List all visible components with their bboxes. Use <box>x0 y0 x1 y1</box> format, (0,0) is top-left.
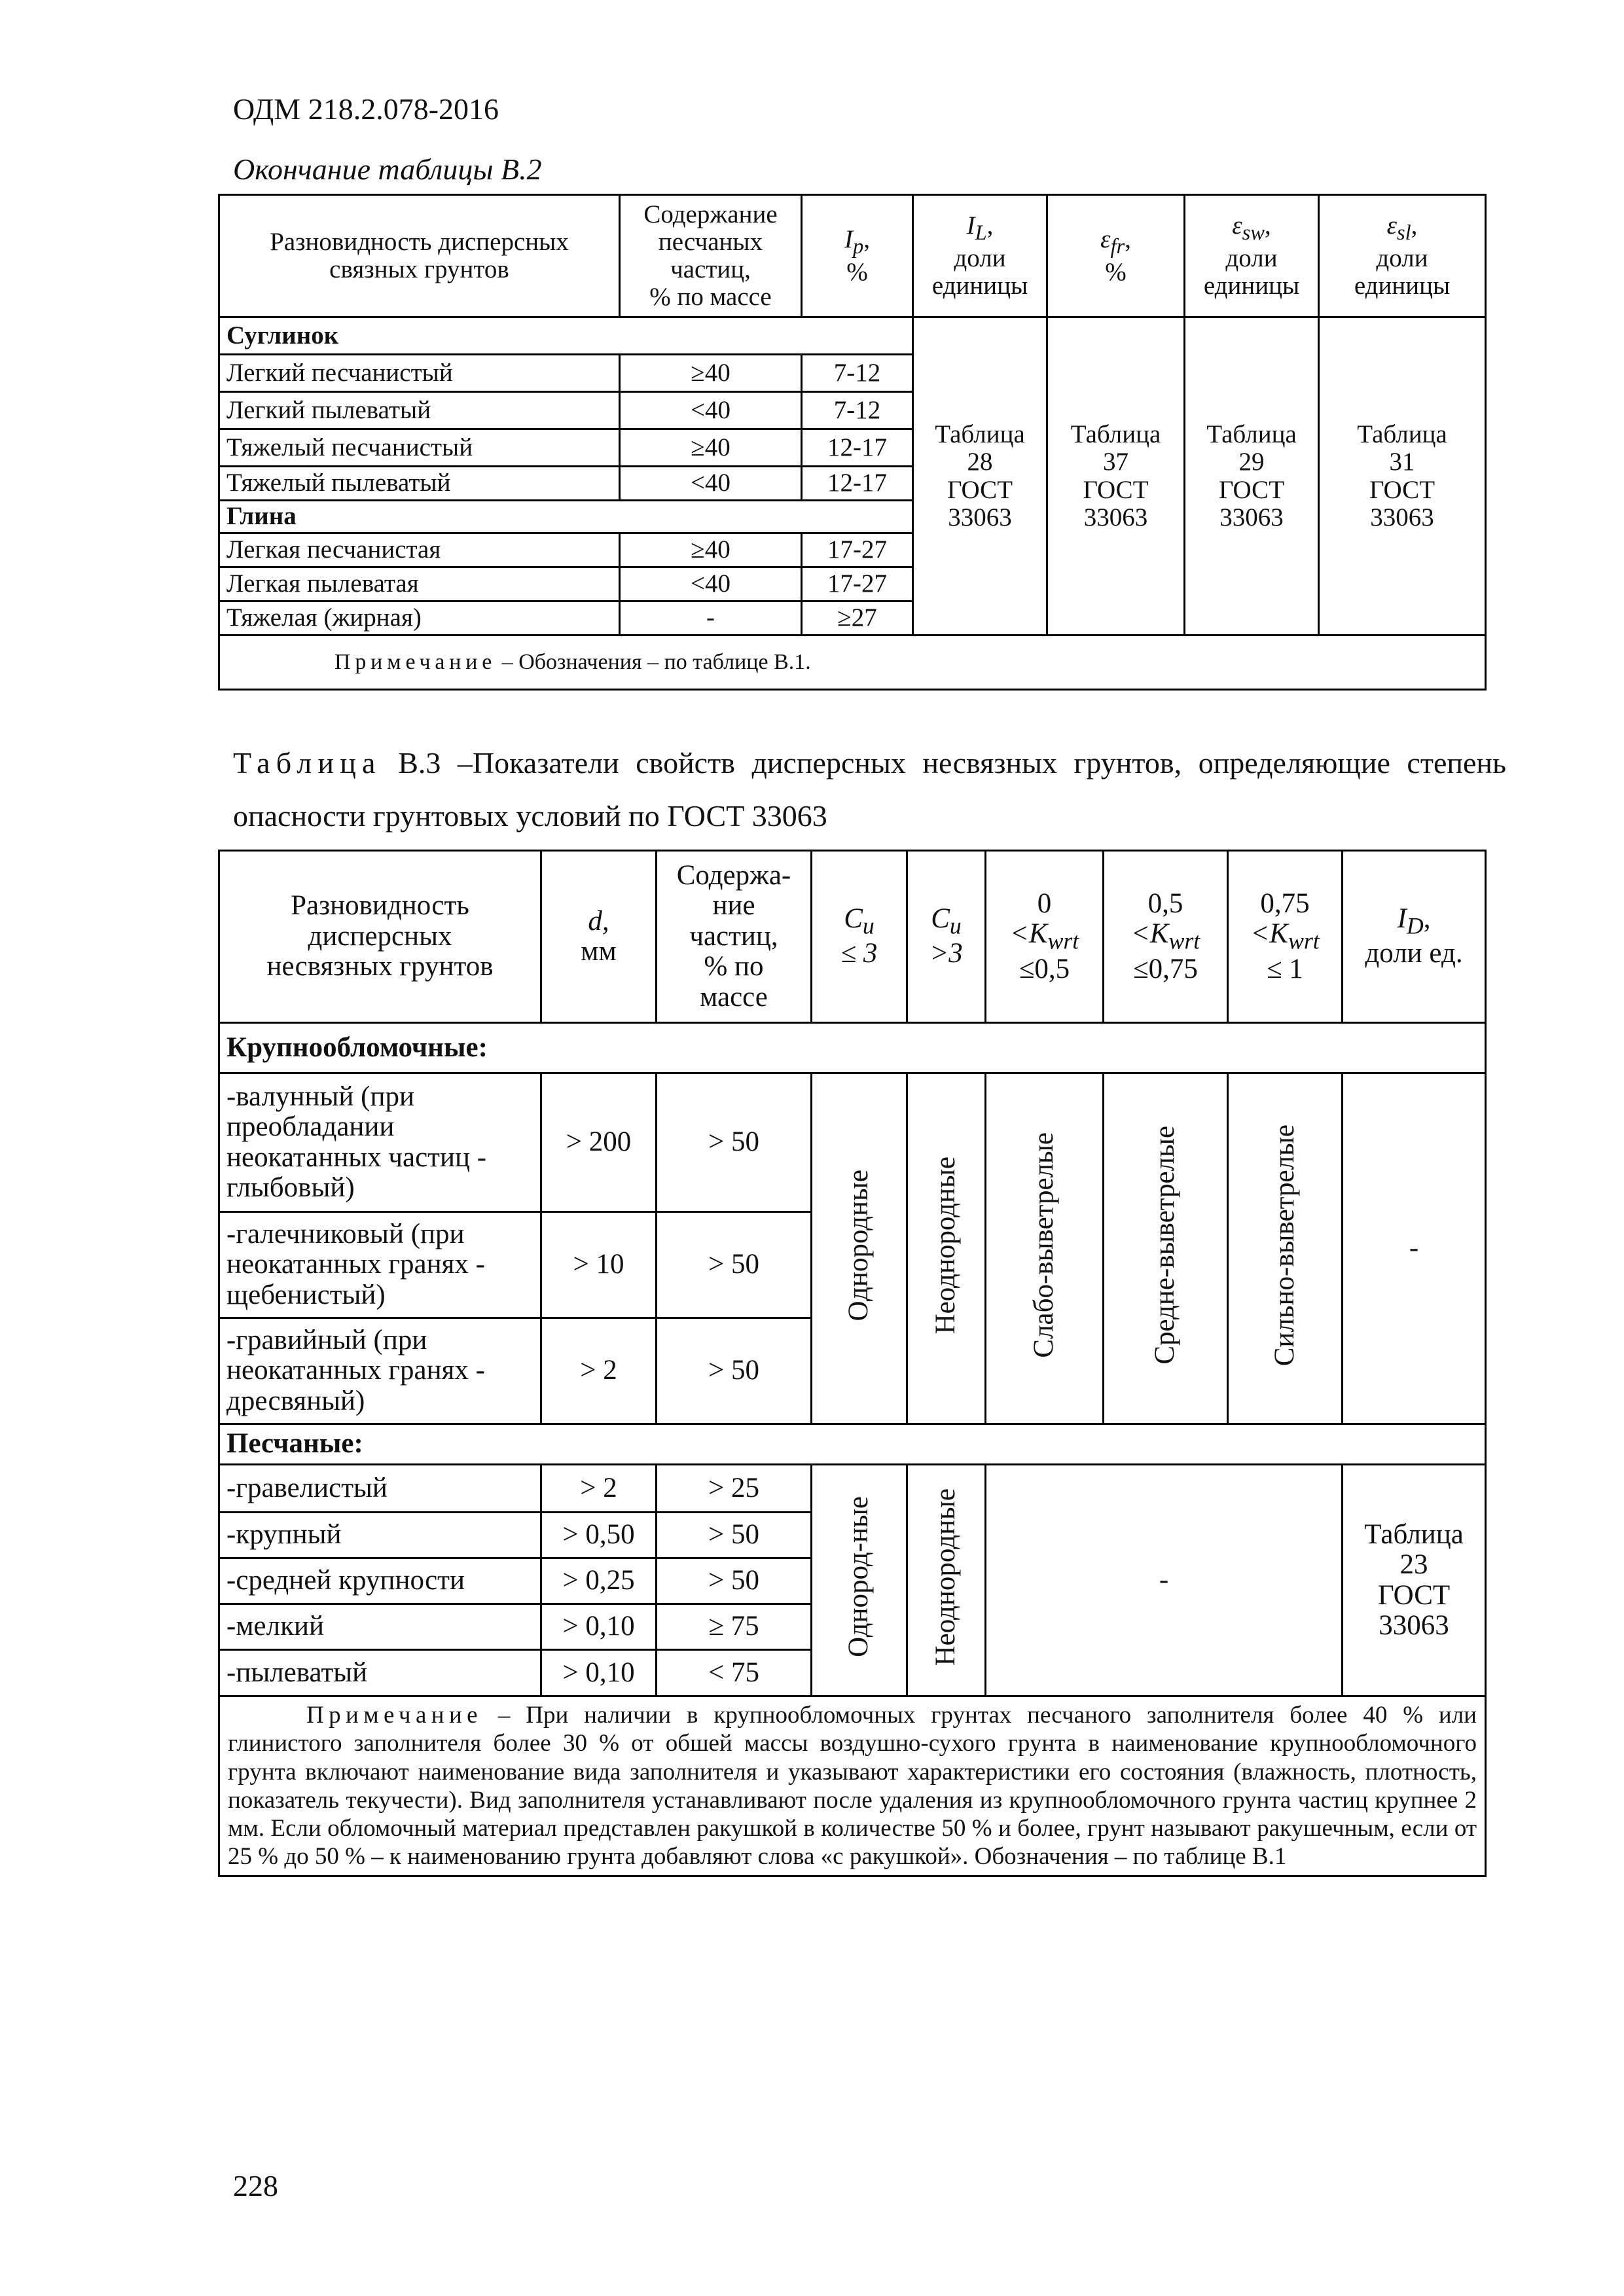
header-kind-line: дисперсных <box>308 920 452 952</box>
ref-label: Таблица <box>935 420 1025 449</box>
content-value: > 50 <box>657 1073 812 1212</box>
header-content-line: частиц, <box>689 920 778 952</box>
kwrt-subscript: wrt <box>1168 927 1200 954</box>
kwrt-bound: 0 <box>1037 888 1052 919</box>
header-content-line: % по <box>704 951 764 982</box>
sand-value: ≥40 <box>620 429 802 467</box>
cu-symbol: C <box>931 903 950 935</box>
sand-value: <40 <box>620 567 802 601</box>
ref-cell <box>1343 1465 1486 1696</box>
ref-label: Таблица <box>1357 420 1447 449</box>
kwrt-bound: 0,75 <box>1260 888 1310 919</box>
header-efr: $\varepsilon_{fr}$, % <box>1047 195 1185 317</box>
table-b2-note <box>219 636 1486 690</box>
id-symbol: I <box>1397 903 1407 935</box>
ref-number: 29 <box>1238 448 1265 476</box>
esl-unit: доли <box>1376 243 1428 272</box>
header-il: $I_L$, доли единицы <box>913 195 1047 317</box>
header-kind-line: Разновидность <box>291 890 469 922</box>
table-b3-caption <box>233 737 1506 842</box>
efr-symbol: ε <box>1100 225 1111 253</box>
header-kwrt-1 <box>986 851 1104 1023</box>
efr-unit: % <box>1105 257 1127 286</box>
content-value: > 50 <box>657 1212 812 1318</box>
d-symbol: d, <box>588 905 609 937</box>
esw-symbol: ε <box>1232 211 1242 240</box>
table-row <box>219 1073 1486 1212</box>
header-content-line: массе <box>700 981 768 1013</box>
esl-subscript: sl <box>1396 221 1411 245</box>
header-sand-line: песчаных <box>658 227 763 256</box>
id-unit: доли ед. <box>1365 938 1463 969</box>
soil-name-line: -гравийный (при <box>226 1324 427 1355</box>
kwrt-symbol: <K <box>1130 918 1169 950</box>
header-kwrt-2 <box>1104 851 1228 1023</box>
header-ip: $I_p$, % <box>802 195 913 317</box>
ref-code: 33063 <box>1219 503 1284 531</box>
ref-label: Таблица <box>1364 1518 1464 1550</box>
ip-value: 12-17 <box>802 467 913 501</box>
ref-code: 33063 <box>948 503 1012 531</box>
d-value: > 0,25 <box>541 1558 657 1604</box>
caption-label: Таблица <box>233 746 382 780</box>
header-content-line: ние <box>712 890 755 922</box>
ref-standard: ГОСТ <box>1369 475 1435 504</box>
header-kind-text: Разновидность дисперсных связных грунтов <box>270 227 569 283</box>
ref-cell <box>913 317 1047 636</box>
header-esl: $\varepsilon_{sl}$, доли единицы <box>1319 195 1486 317</box>
d-value: > 0,10 <box>541 1604 657 1650</box>
strong-weathered-label: Сильно-выветрелые <box>1269 1124 1300 1366</box>
header-content <box>657 851 812 1023</box>
soil-name-line: -валунный (при <box>226 1081 414 1112</box>
soil-name: -пылеватый <box>219 1650 541 1696</box>
ref-standard: ГОСТ <box>947 475 1013 504</box>
ip-value: 7-12 <box>802 355 913 392</box>
sand-value: ≥40 <box>620 533 802 567</box>
heterogeneous-cell <box>907 1073 986 1424</box>
kwrt-bound: ≤0,75 <box>1133 953 1198 984</box>
medium-weathered-label: Средне-выветрелые <box>1149 1125 1181 1365</box>
id-value: - <box>1343 1073 1486 1424</box>
table-row <box>219 1465 1486 1513</box>
content-value: > 50 <box>657 1558 812 1604</box>
content-value: > 50 <box>657 1318 812 1424</box>
ref-code: 33063 <box>1379 1609 1449 1641</box>
group-label: Глина <box>219 501 913 533</box>
il-symbol: I <box>966 211 975 240</box>
ip-value: 7-12 <box>802 392 913 429</box>
ref-standard: ГОСТ <box>1083 475 1149 504</box>
document-code: ОДМ 218.2.078-2016 <box>233 92 499 126</box>
note-label: Примечание <box>334 649 497 674</box>
ref-number: 37 <box>1103 448 1128 476</box>
soil-name: Тяжелый песчанистый <box>219 429 620 467</box>
kwrt-bound: ≤0,5 <box>1019 953 1070 984</box>
il-unit: доли <box>954 243 1006 272</box>
sand-value: - <box>620 601 802 636</box>
esw-subscript: sw <box>1242 221 1265 245</box>
ip-value: 17-27 <box>802 533 913 567</box>
medium-weathered-cell <box>1104 1073 1228 1424</box>
strong-weathered-cell <box>1228 1073 1343 1424</box>
homogeneous-label: Однородные <box>843 1169 875 1321</box>
soil-name: Тяжелый пылеватый <box>219 467 620 501</box>
kwrt-subscript: wrt <box>1047 927 1079 954</box>
cu-condition: >3 <box>929 938 963 969</box>
header-kind <box>219 851 541 1023</box>
table-b2 <box>218 194 1487 691</box>
sand-value: ≥40 <box>620 355 802 392</box>
soil-name: Легкий песчанистый <box>219 355 620 392</box>
header-kind-line: несвязных грунтов <box>266 951 494 982</box>
ref-cell <box>1047 317 1185 636</box>
content-value: < 75 <box>657 1650 812 1696</box>
cu-subscript: u <box>862 912 875 939</box>
d-value: > 2 <box>541 1465 657 1513</box>
ref-cell <box>1319 317 1486 636</box>
content-value: ≥ 75 <box>657 1604 812 1650</box>
header-esw: $\varepsilon_{sw}$, доли единицы <box>1185 195 1319 317</box>
kwrt-symbol: <K <box>1250 918 1288 950</box>
ref-number: 28 <box>967 448 993 476</box>
note-text: – При наличии в крупнообломочных грунтах песчаного заполнителя более 40 % или глинистого заполнителя более 30 % от обшей массы воздушно-сухого грунта в наименование крупнообломочного грунта включают наименование вида заполнителя и указывают характеристики его состояния (влажность, плотность, показатель текучести). Вид заполнителя устанавливают после удаления из крупнообломочного грунта частиц крупнее 2 мм. Если обломочный материал представлен ракушкой в количестве 50 % и более, грунт называют ракушечным, если от 25 % до 50 % – к наименованию грунта добавляют слова «с ракушкой». Обозначения – по таблице В.1 <box>228 1702 1477 1871</box>
kwrt-bound: 0,5 <box>1147 888 1183 919</box>
soil-name-line: глыбовый) <box>226 1172 355 1203</box>
heterogeneous-cell <box>907 1465 986 1696</box>
header-content-line: Содержа- <box>676 859 791 891</box>
note-text: – Обозначения – по таблице В.1. <box>496 649 811 674</box>
table-b3-header-row <box>219 851 1486 1023</box>
soil-name: Легкая песчанистая <box>219 533 620 567</box>
ip-symbol: I <box>844 225 853 253</box>
esl-unit: единицы <box>1354 271 1451 300</box>
homogeneous-cell <box>812 1073 907 1424</box>
ref-code: 33063 <box>1370 503 1434 531</box>
soil-name-line: неокатанных частиц - <box>226 1141 487 1173</box>
ref-label: Таблица <box>1206 420 1297 449</box>
soil-name: Тяжелая (жирная) <box>219 601 620 636</box>
header-cu-gt3 <box>907 851 986 1023</box>
soil-name-line: дресвяный) <box>226 1385 365 1416</box>
ref-number: 31 <box>1389 448 1415 476</box>
header-kind <box>219 195 620 317</box>
soil-name <box>219 1318 541 1424</box>
heterogeneous-label: Неоднородные <box>930 1488 962 1666</box>
ref-label: Таблица <box>1070 420 1161 449</box>
d-unit: мм <box>581 936 617 967</box>
sand-value: <40 <box>620 392 802 429</box>
esw-unit: доли <box>1225 243 1278 272</box>
ip-value: 17-27 <box>802 567 913 601</box>
cu-condition: ≤ 3 <box>840 938 878 969</box>
group-label: Песчаные: <box>219 1424 1486 1465</box>
header-id: $I_D$, доли ед. <box>1343 851 1486 1023</box>
ref-number: 23 <box>1399 1549 1428 1581</box>
kwrt-symbol: <K <box>1009 918 1048 950</box>
esw-unit: единицы <box>1203 271 1300 300</box>
note-label: Примечание <box>306 1702 482 1729</box>
soil-name <box>219 1212 541 1318</box>
il-unit: единицы <box>931 271 1028 300</box>
weak-weathered-cell <box>986 1073 1104 1424</box>
caption-text: В.3 –Показатели свойств дисперсных несвязных грунтов, определяющие степень опасности грунтовых условий по ГОСТ 33063 <box>233 746 1506 833</box>
header-sand-line: % по массе <box>649 283 772 312</box>
page-number: 228 <box>233 2169 278 2202</box>
table-row <box>219 1424 1486 1465</box>
d-value: > 0,50 <box>541 1513 657 1558</box>
cu-subscript: u <box>949 912 962 939</box>
homogeneous-cell <box>812 1465 907 1696</box>
d-value: > 200 <box>541 1073 657 1212</box>
header-sand-content <box>620 195 802 317</box>
header-sand-line: Содержание <box>643 200 778 228</box>
soil-name: -мелкий <box>219 1604 541 1650</box>
d-value: > 2 <box>541 1318 657 1424</box>
weak-weathered-label: Слабо-выветрелые <box>1028 1132 1060 1358</box>
group-label: Суглинок <box>219 317 913 355</box>
soil-name: Легкая пылеватая <box>219 567 620 601</box>
group-label: Крупнообломочные: <box>219 1023 1486 1073</box>
il-subscript: L <box>975 221 987 245</box>
homogeneous-label: Однород-ные <box>843 1496 875 1658</box>
table-b3-note <box>219 1696 1486 1876</box>
soil-name-line: неокатанных гранях - <box>226 1249 485 1280</box>
ref-code: 33063 <box>1083 503 1148 531</box>
weathering-dash: - <box>986 1465 1343 1696</box>
table-row <box>219 317 1486 355</box>
table-row <box>219 1023 1486 1073</box>
soil-name <box>219 1073 541 1212</box>
content-value: > 50 <box>657 1513 812 1558</box>
soil-name: -гравелистый <box>219 1465 541 1513</box>
ref-standard: ГОСТ <box>1218 475 1285 504</box>
kwrt-bound: ≤ 1 <box>1267 953 1303 984</box>
sand-value: <40 <box>620 467 802 501</box>
kwrt-subscript: wrt <box>1288 927 1320 954</box>
table-b2-header-row <box>219 195 1486 317</box>
cu-symbol: C <box>844 903 863 935</box>
header-diameter <box>541 851 657 1023</box>
d-value: > 10 <box>541 1212 657 1318</box>
soil-name-line: неокатанных гранях - <box>226 1355 485 1386</box>
esl-symbol: ε <box>1386 211 1397 240</box>
heterogeneous-label: Неоднородные <box>930 1156 962 1334</box>
header-sand-line: частиц, <box>670 255 751 283</box>
header-kwrt-3 <box>1228 851 1343 1023</box>
header-cu-le3 <box>812 851 907 1023</box>
soil-name-line: -галечниковый (при <box>226 1218 465 1249</box>
table-b3 <box>218 850 1487 1877</box>
table-b2-note-row <box>219 636 1486 690</box>
ip-value: ≥27 <box>802 601 913 636</box>
id-subscript: D <box>1406 912 1424 939</box>
ip-subscript: p <box>853 234 864 259</box>
ip-value: 12-17 <box>802 429 913 467</box>
ip-unit: % <box>846 257 868 286</box>
d-value: > 0,10 <box>541 1650 657 1696</box>
soil-name-line: щебенистый) <box>226 1279 386 1310</box>
soil-name: -крупный <box>219 1513 541 1558</box>
efr-subscript: fr <box>1110 234 1125 259</box>
table-b3-note-row <box>219 1696 1486 1876</box>
table-continuation-label: Окончание таблицы В.2 <box>233 152 542 186</box>
ref-cell <box>1185 317 1319 636</box>
soil-name-line: преобладании <box>226 1111 395 1143</box>
ref-standard: ГОСТ <box>1377 1579 1451 1611</box>
soil-name: Легкий пылеватый <box>219 392 620 429</box>
soil-name: -средней крупности <box>219 1558 541 1604</box>
content-value: > 25 <box>657 1465 812 1513</box>
